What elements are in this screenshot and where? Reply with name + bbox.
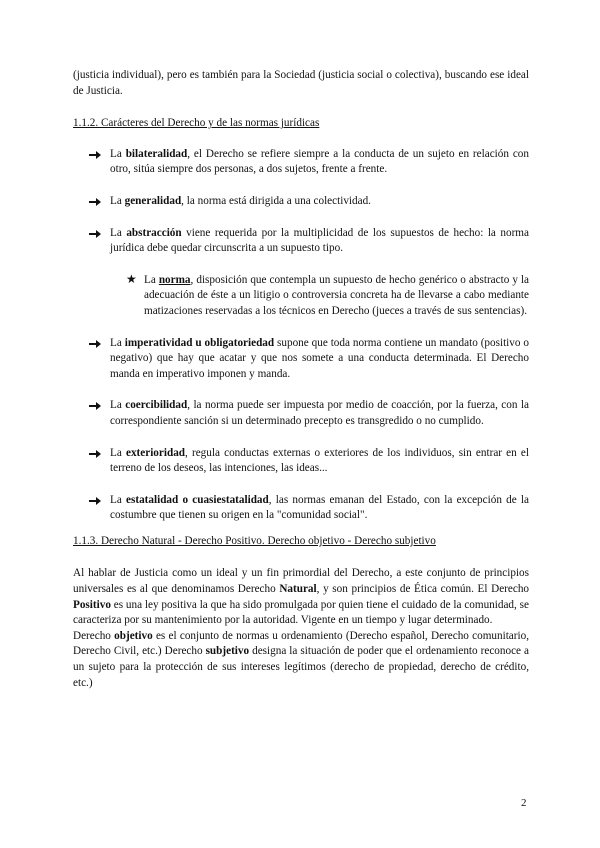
term: norma [158, 273, 191, 286]
arrow-bullet-icon [89, 446, 103, 459]
term: imperatividad u obligatoriedad [124, 336, 275, 349]
term: coercibilidad [125, 399, 188, 412]
arrow-bullet-icon [89, 336, 103, 349]
arrow-bullet-icon [89, 147, 103, 160]
intro-paragraph: (justicia individual), pero es también para la Sociedad (justicia social o colectiva), buscando ese ideal de Justicia. [73, 69, 529, 97]
term: abstracción [126, 226, 182, 239]
arrow-bullet-icon [89, 493, 103, 506]
page-number: 2 [521, 797, 527, 809]
paragraph-derecho-objetivo-subjetivo: Derecho objetivo es el conjunto de normas u ordenamiento (Derecho español, Derecho comunitario, Derecho Civil, etc.) Derecho subjetivo designa la situación de poder que el ordenamiento reconoce a un sujeto para la protección de sus intereses legítimos (derecho de propiedad, derecho de crédito, etc.) [73, 629, 529, 689]
term: subjetivo [205, 645, 250, 658]
arrow-bullet-icon [89, 226, 103, 239]
paragraph-derecho-natural-positivo: Al hablar de Justicia como un ideal y un fin primordial del Derecho, a este conjunto de principios universales es al que denominamos Derecho Natural, y son principios de Ética común. El Derecho Positivo es una ley positiva la que ha sido promulgada por quien tiene el cuidado de la comunidad, se caracteriza por su mantenimiento por la autoridad. Vigente en un tiempo y lugar determinado. [73, 567, 530, 627]
term: Natural [279, 583, 317, 596]
term: estatalidad o cuasiestatalidad [126, 493, 269, 506]
list-item-coercibilidad: La coercibilidad, la norma puede ser impuesta por medio de coacción, por la fuerza, con la correspondiente sanción si un determinado precepto es transgredido o no cumplido. [73, 398, 529, 429]
list-item-imperatividad: La imperatividad u obligatoriedad supone que toda norma contiene un mandato (positivo o negativo) que hay que acatar y que nos somete a una conducta determinada. El Derecho manda en imperativo imponen y manda. [73, 336, 529, 383]
term: objetivo [114, 629, 153, 642]
list-item-generalidad: La generalidad, la norma está dirigida a una colectividad. [73, 194, 529, 210]
section-heading-1-1-2: 1.1.2. Carácteres del Derecho y de las normas jurídicas [73, 117, 320, 130]
term: bilateralidad [125, 147, 188, 160]
arrow-bullet-icon [89, 194, 103, 207]
sub-item-norma: ★ La norma, disposición que contempla un supuesto de hecho genérico o abstracto y la adecuación de éste a un litigio o controversia concreta ha de llevarse a cabo mediante matizaciones reservadas a los técnicos en Derecho (jueces a través de sus sentencias). [126, 271, 529, 317]
section-heading-1-1-3: 1.1.3. Derecho Natural - Derecho Positivo. Derecho objetivo - Derecho subjetivo [73, 534, 436, 547]
term: exterioridad [125, 446, 186, 459]
term: Positivo [73, 598, 111, 611]
list-item-bilateralidad: La bilateralidad, el Derecho se refiere siempre a la conducta de un sujeto en relación con otro, sitúa siempre dos personas, a dos sujetos, frente a frente. [73, 147, 529, 178]
term: generalidad [124, 194, 182, 207]
list-item-abstraccion: La abstracción viene requerida por la multiplicidad de los supuestos de hecho: la norma jurídica debe quedar circunscrita a un supuesto tipo. [73, 226, 529, 257]
document-page [73, 68, 529, 691]
arrow-bullet-icon [89, 398, 103, 411]
list-item-exterioridad: La exterioridad, regula conductas externas o exteriores de los individuos, sin entrar en el terreno de los deseos, las intenciones, las ideas... [73, 446, 529, 477]
list-item-estatalidad: La estatalidad o cuasiestatalidad, las normas emanan del Estado, con la excepción de la costumbre que tienen su origen en la "comunidad social". [73, 493, 529, 524]
star-bullet-icon: ★ [126, 271, 137, 286]
